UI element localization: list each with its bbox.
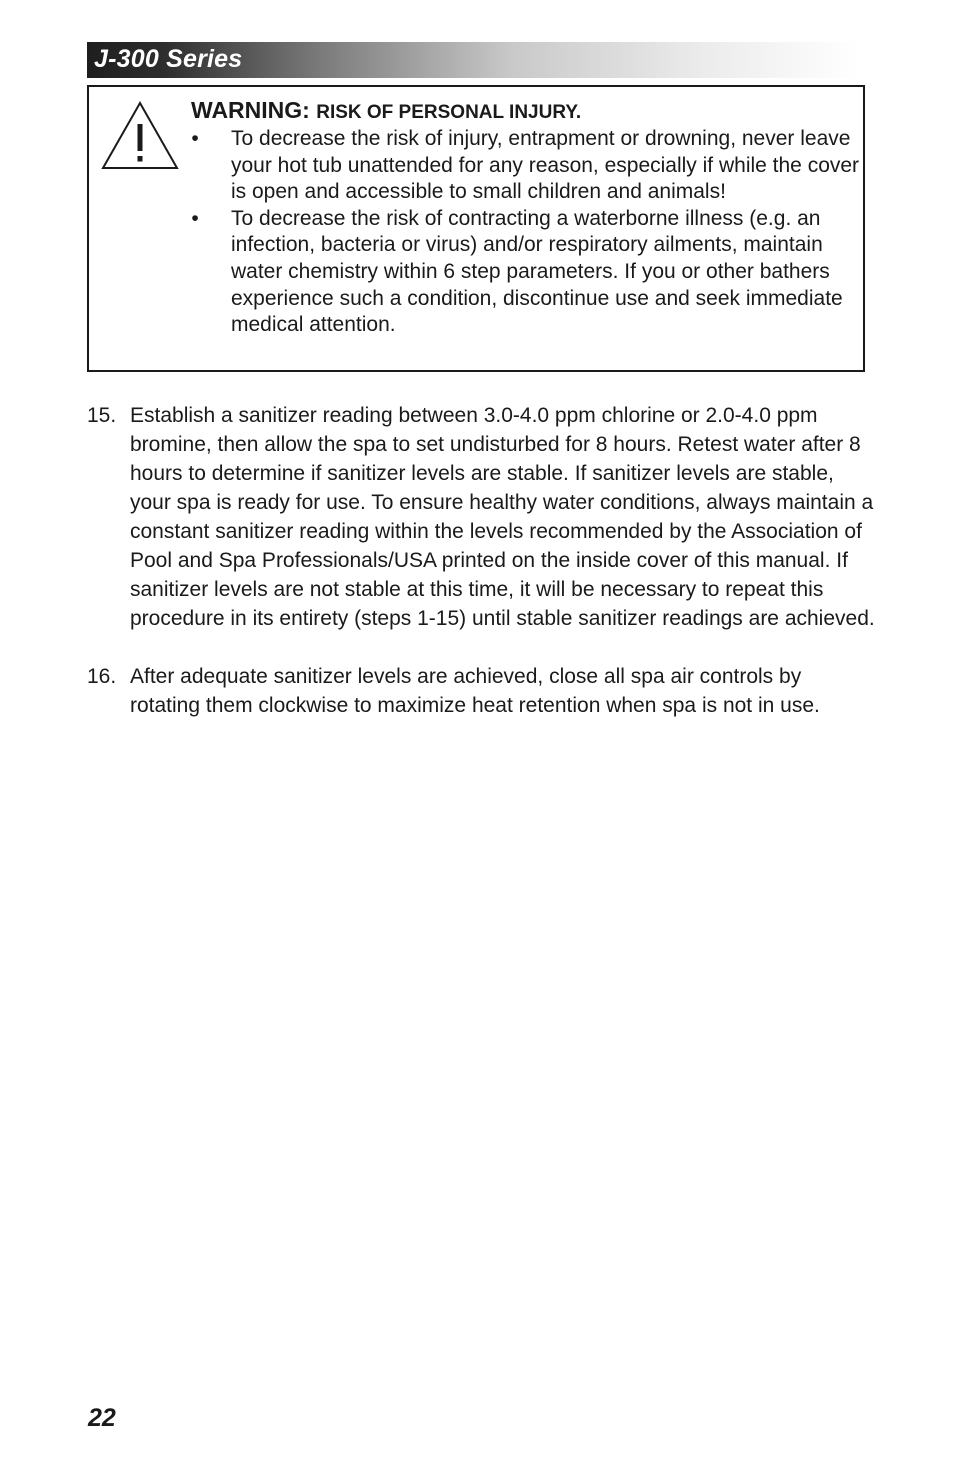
page-number: 22 bbox=[88, 1404, 116, 1432]
warning-box bbox=[87, 85, 865, 372]
warning-heading bbox=[191, 97, 581, 124]
warning-item-text: To decrease the risk of injury, entrapment or drowning, never leave your hot tub unattended for any reason, especially if while the cover is open and accessible to small children and animals! bbox=[231, 127, 860, 204]
warning-list bbox=[185, 126, 865, 339]
warning-item-text: To decrease the risk of contracting a waterborne illness (e.g. an infection, bacteria or virus) and/or respiratory ailments, maintain water chemistry within 6 step parameters. If you or other bathers experience such a condition, discontinue use and seek immediate medical attention. bbox=[231, 206, 843, 337]
section-header-bar bbox=[87, 42, 860, 78]
step-text: After adequate sanitizer levels are achieved, close all spa air controls by rotating them clockwise to maximize heat retention when spa is not in use. bbox=[130, 665, 820, 717]
warning-item bbox=[185, 206, 865, 339]
warning-item bbox=[185, 126, 865, 206]
step-text: Establish a sanitizer reading between 3.0-4.0 ppm chlorine or 2.0-4.0 ppm bromine, then allow the spa to set undisturbed for 8 hours. Retest water after 8 hours to determine if sanitizer levels are stable. If sanitizer levels are stable, your spa is ready for use. To ensure healthy water conditions, always maintain a constant sanitizer reading within the levels recommended by the Association of Pool and Spa Professionals/USA printed on the inside cover of this manual. If sanitizer levels are not stable at this time, it will be necessary to repeat this procedure in its entirety (steps 1-15) until stable sanitizer readings are achieved. bbox=[130, 404, 875, 630]
step-item bbox=[87, 662, 877, 720]
steps-list bbox=[87, 401, 877, 749]
warning-sublabel: RISK OF PERSONAL INJURY. bbox=[316, 102, 582, 123]
step-item bbox=[87, 401, 877, 633]
warning-triangle-icon bbox=[100, 100, 180, 172]
bullet-marker: • bbox=[191, 206, 199, 230]
step-number: 15. bbox=[87, 404, 117, 427]
bullet-marker: • bbox=[191, 127, 199, 150]
step-number: 16. bbox=[87, 665, 117, 688]
series-title: J-300 Series bbox=[94, 45, 243, 73]
warning-label: WARNING: bbox=[191, 97, 310, 123]
